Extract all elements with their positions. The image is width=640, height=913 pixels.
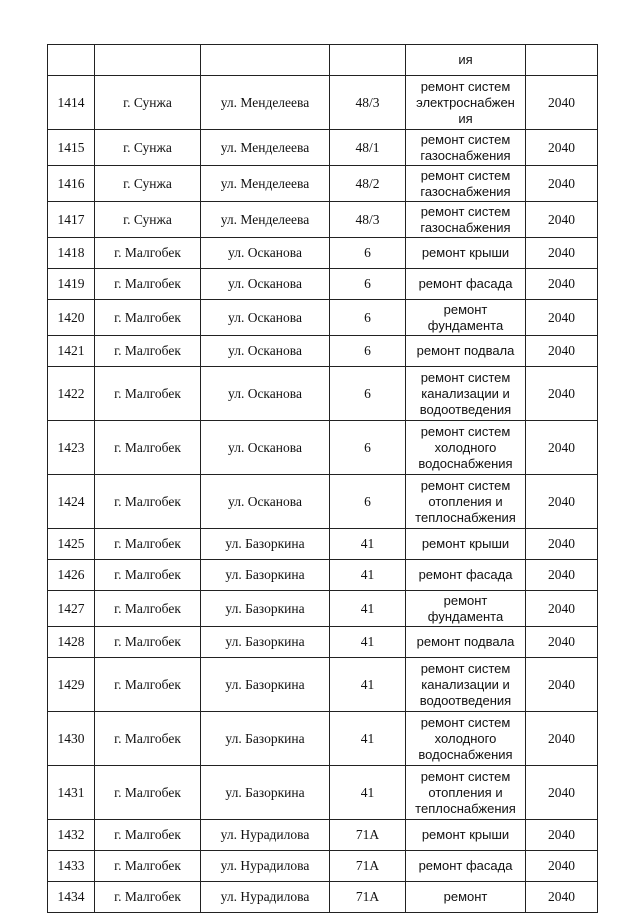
cell-year: 2040 <box>526 336 598 367</box>
cell-street: ул. Базоркина <box>201 712 330 766</box>
cell-street: ул. Осканова <box>201 300 330 336</box>
cell-num: 1427 <box>48 591 95 627</box>
cell-work <box>406 766 526 820</box>
cell-house: 6 <box>330 336 406 367</box>
work-line: ремонт <box>443 301 488 317</box>
cell-year: 2040 <box>526 421 598 475</box>
cell-street: ул. Нурадилова <box>201 820 330 851</box>
table-row <box>48 130 598 166</box>
table-row <box>48 421 598 475</box>
cell-num: 1431 <box>48 766 95 820</box>
cell-year: 2040 <box>526 766 598 820</box>
cell-year: 2040 <box>526 712 598 766</box>
cell-city: г. Малгобек <box>95 475 201 529</box>
cell-year: 2040 <box>526 591 598 627</box>
cell-work <box>406 712 526 766</box>
cell-house: 41 <box>330 627 406 658</box>
table-row <box>48 820 598 851</box>
cell-city: г. Малгобек <box>95 300 201 336</box>
cell-city: г. Сунжа <box>95 202 201 238</box>
cell-num: 1417 <box>48 202 95 238</box>
table-row <box>48 658 598 712</box>
cell-house: 71А <box>330 882 406 913</box>
cell-work <box>406 529 526 560</box>
work-line: ремонт подвала <box>416 634 515 649</box>
table-row <box>48 269 598 300</box>
cell-street: ул. Осканова <box>201 367 330 421</box>
work-line: ремонт систем <box>420 660 511 676</box>
work-line: ремонт систем <box>420 78 511 94</box>
table-row <box>48 336 598 367</box>
table-row <box>48 300 598 336</box>
cell-house: 48/1 <box>330 130 406 166</box>
cell-street: ул. Осканова <box>201 421 330 475</box>
work-line: ремонт крыши <box>421 827 510 842</box>
cell-street: ул. Базоркина <box>201 591 330 627</box>
work-line: ремонт систем <box>420 369 511 385</box>
cell-house: 41 <box>330 529 406 560</box>
table-row <box>48 238 598 269</box>
cell-street: ул. Осканова <box>201 238 330 269</box>
work-line: теплоснабжения <box>415 800 516 816</box>
cell-city: г. Сунжа <box>95 76 201 130</box>
cell-city: г. Малгобек <box>95 421 201 475</box>
table-row <box>48 882 598 913</box>
cell-num: 1414 <box>48 76 95 130</box>
work-line: водоотведения <box>419 401 512 417</box>
cell-year: 2040 <box>526 658 598 712</box>
cell-street: ул. Базоркина <box>201 766 330 820</box>
cell-house <box>330 45 406 76</box>
cell-street: ул. Менделеева <box>201 202 330 238</box>
cell-work <box>406 421 526 475</box>
work-line: фундамента <box>427 317 504 333</box>
cell-work <box>406 475 526 529</box>
cell-house: 6 <box>330 269 406 300</box>
cell-house: 48/3 <box>330 202 406 238</box>
cell-work <box>406 300 526 336</box>
cell-work <box>406 269 526 300</box>
cell-work <box>406 591 526 627</box>
cell-work <box>406 627 526 658</box>
work-line: холодного <box>434 730 497 746</box>
cell-work <box>406 202 526 238</box>
cell-num: 1426 <box>48 560 95 591</box>
cell-num: 1419 <box>48 269 95 300</box>
cell-year: 2040 <box>526 560 598 591</box>
cell-work <box>406 560 526 591</box>
table-body <box>48 45 598 913</box>
cell-street: ул. Нурадилова <box>201 882 330 913</box>
cell-city: г. Малгобек <box>95 851 201 882</box>
cell-house: 6 <box>330 421 406 475</box>
work-line: водоснабжения <box>418 746 513 762</box>
cell-street: ул. Базоркина <box>201 560 330 591</box>
repair-schedule-table <box>47 44 598 913</box>
continuation-row <box>48 45 598 76</box>
cell-num: 1422 <box>48 367 95 421</box>
work-line: ремонт фасада <box>418 276 513 291</box>
table-row <box>48 851 598 882</box>
cell-year: 2040 <box>526 882 598 913</box>
cell-num: 1415 <box>48 130 95 166</box>
work-line: ремонт <box>443 592 488 608</box>
cell-house: 6 <box>330 475 406 529</box>
cell-year: 2040 <box>526 269 598 300</box>
cell-city: г. Малгобек <box>95 269 201 300</box>
work-line: отопления и <box>428 493 503 509</box>
work-line: водоснабжения <box>418 455 513 471</box>
cell-num <box>48 45 95 76</box>
cell-num: 1428 <box>48 627 95 658</box>
cell-street <box>201 45 330 76</box>
work-line: ремонт фасада <box>418 858 513 873</box>
cell-city: г. Малгобек <box>95 529 201 560</box>
cell-year: 2040 <box>526 820 598 851</box>
cell-house: 41 <box>330 591 406 627</box>
cell-city: г. Малгобек <box>95 336 201 367</box>
cell-house: 6 <box>330 300 406 336</box>
cell-street: ул. Базоркина <box>201 529 330 560</box>
cell-year: 2040 <box>526 529 598 560</box>
cell-street: ул. Осканова <box>201 475 330 529</box>
cell-street: ул. Нурадилова <box>201 851 330 882</box>
cell-house: 48/3 <box>330 76 406 130</box>
cell-city <box>95 45 201 76</box>
cell-house: 71А <box>330 851 406 882</box>
table-row <box>48 591 598 627</box>
cell-year: 2040 <box>526 238 598 269</box>
work-line: ремонт систем <box>420 131 511 147</box>
cell-work <box>406 166 526 202</box>
cell-house: 41 <box>330 560 406 591</box>
cell-year: 2040 <box>526 300 598 336</box>
cell-city: г. Сунжа <box>95 166 201 202</box>
cell-city: г. Малгобек <box>95 882 201 913</box>
cell-year: 2040 <box>526 475 598 529</box>
cell-house: 41 <box>330 658 406 712</box>
cell-work: ия <box>406 45 526 76</box>
cell-city: г. Сунжа <box>95 130 201 166</box>
cell-street: ул. Осканова <box>201 336 330 367</box>
table-row <box>48 367 598 421</box>
cell-year: 2040 <box>526 76 598 130</box>
cell-city: г. Малгобек <box>95 658 201 712</box>
work-line: ремонт фасада <box>418 567 513 582</box>
cell-num: 1433 <box>48 851 95 882</box>
cell-year: 2040 <box>526 202 598 238</box>
table-row <box>48 76 598 130</box>
cell-num: 1423 <box>48 421 95 475</box>
work-line: водоотведения <box>419 692 512 708</box>
cell-street: ул. Базоркина <box>201 658 330 712</box>
cell-street: ул. Менделеева <box>201 166 330 202</box>
cell-house: 71А <box>330 820 406 851</box>
cell-num: 1421 <box>48 336 95 367</box>
table-row <box>48 475 598 529</box>
cell-house: 41 <box>330 766 406 820</box>
work-line: ремонт систем <box>420 203 511 219</box>
work-line: газоснабжения <box>420 219 511 235</box>
cell-street: ул. Менделеева <box>201 76 330 130</box>
work-line: фундамента <box>427 608 504 624</box>
work-line: отопления и <box>428 784 503 800</box>
work-line: канализации и <box>421 676 510 692</box>
table-row <box>48 166 598 202</box>
cell-work <box>406 658 526 712</box>
cell-street: ул. Осканова <box>201 269 330 300</box>
work-line: теплоснабжения <box>415 509 516 525</box>
cell-work <box>406 130 526 166</box>
cell-year: 2040 <box>526 130 598 166</box>
table-row <box>48 560 598 591</box>
cell-city: г. Малгобек <box>95 627 201 658</box>
cell-num: 1425 <box>48 529 95 560</box>
cell-house: 48/2 <box>330 166 406 202</box>
cell-work <box>406 851 526 882</box>
cell-city: г. Малгобек <box>95 238 201 269</box>
table-row <box>48 529 598 560</box>
table-row <box>48 766 598 820</box>
cell-city: г. Малгобек <box>95 766 201 820</box>
cell-city: г. Малгобек <box>95 591 201 627</box>
work-line: электроснабжен <box>416 94 515 110</box>
cell-num: 1430 <box>48 712 95 766</box>
cell-city: г. Малгобек <box>95 367 201 421</box>
work-line: ремонт систем <box>420 167 511 183</box>
cell-num: 1432 <box>48 820 95 851</box>
table-row <box>48 202 598 238</box>
work-line: газоснабжения <box>420 147 511 163</box>
cell-year <box>526 45 598 76</box>
cell-house: 6 <box>330 367 406 421</box>
cell-house: 6 <box>330 238 406 269</box>
cell-num: 1420 <box>48 300 95 336</box>
cell-work <box>406 76 526 130</box>
work-line: газоснабжения <box>420 183 511 199</box>
cell-num: 1424 <box>48 475 95 529</box>
cell-work <box>406 238 526 269</box>
work-line: канализации и <box>421 385 510 401</box>
cell-work <box>406 820 526 851</box>
work-line: ремонт <box>443 889 488 904</box>
cell-year: 2040 <box>526 166 598 202</box>
work-line: ремонт крыши <box>421 536 510 551</box>
cell-year: 2040 <box>526 627 598 658</box>
cell-work <box>406 882 526 913</box>
work-line: холодного <box>434 439 497 455</box>
table-row <box>48 627 598 658</box>
cell-year: 2040 <box>526 851 598 882</box>
cell-street: ул. Базоркина <box>201 627 330 658</box>
table-row <box>48 712 598 766</box>
cell-num: 1416 <box>48 166 95 202</box>
cell-year: 2040 <box>526 367 598 421</box>
cell-num: 1418 <box>48 238 95 269</box>
cell-street: ул. Менделеева <box>201 130 330 166</box>
cell-num: 1434 <box>48 882 95 913</box>
work-line: ремонт систем <box>420 768 511 784</box>
cell-work <box>406 336 526 367</box>
work-line: ремонт крыши <box>421 245 510 260</box>
work-line: ремонт систем <box>420 714 511 730</box>
cell-work <box>406 367 526 421</box>
cell-num: 1429 <box>48 658 95 712</box>
cell-house: 41 <box>330 712 406 766</box>
work-line: ремонт систем <box>420 423 511 439</box>
work-line: ремонт подвала <box>416 343 515 358</box>
cell-city: г. Малгобек <box>95 712 201 766</box>
cell-city: г. Малгобек <box>95 560 201 591</box>
work-line: ремонт систем <box>420 477 511 493</box>
work-line: ия <box>458 110 473 126</box>
cell-city: г. Малгобек <box>95 820 201 851</box>
